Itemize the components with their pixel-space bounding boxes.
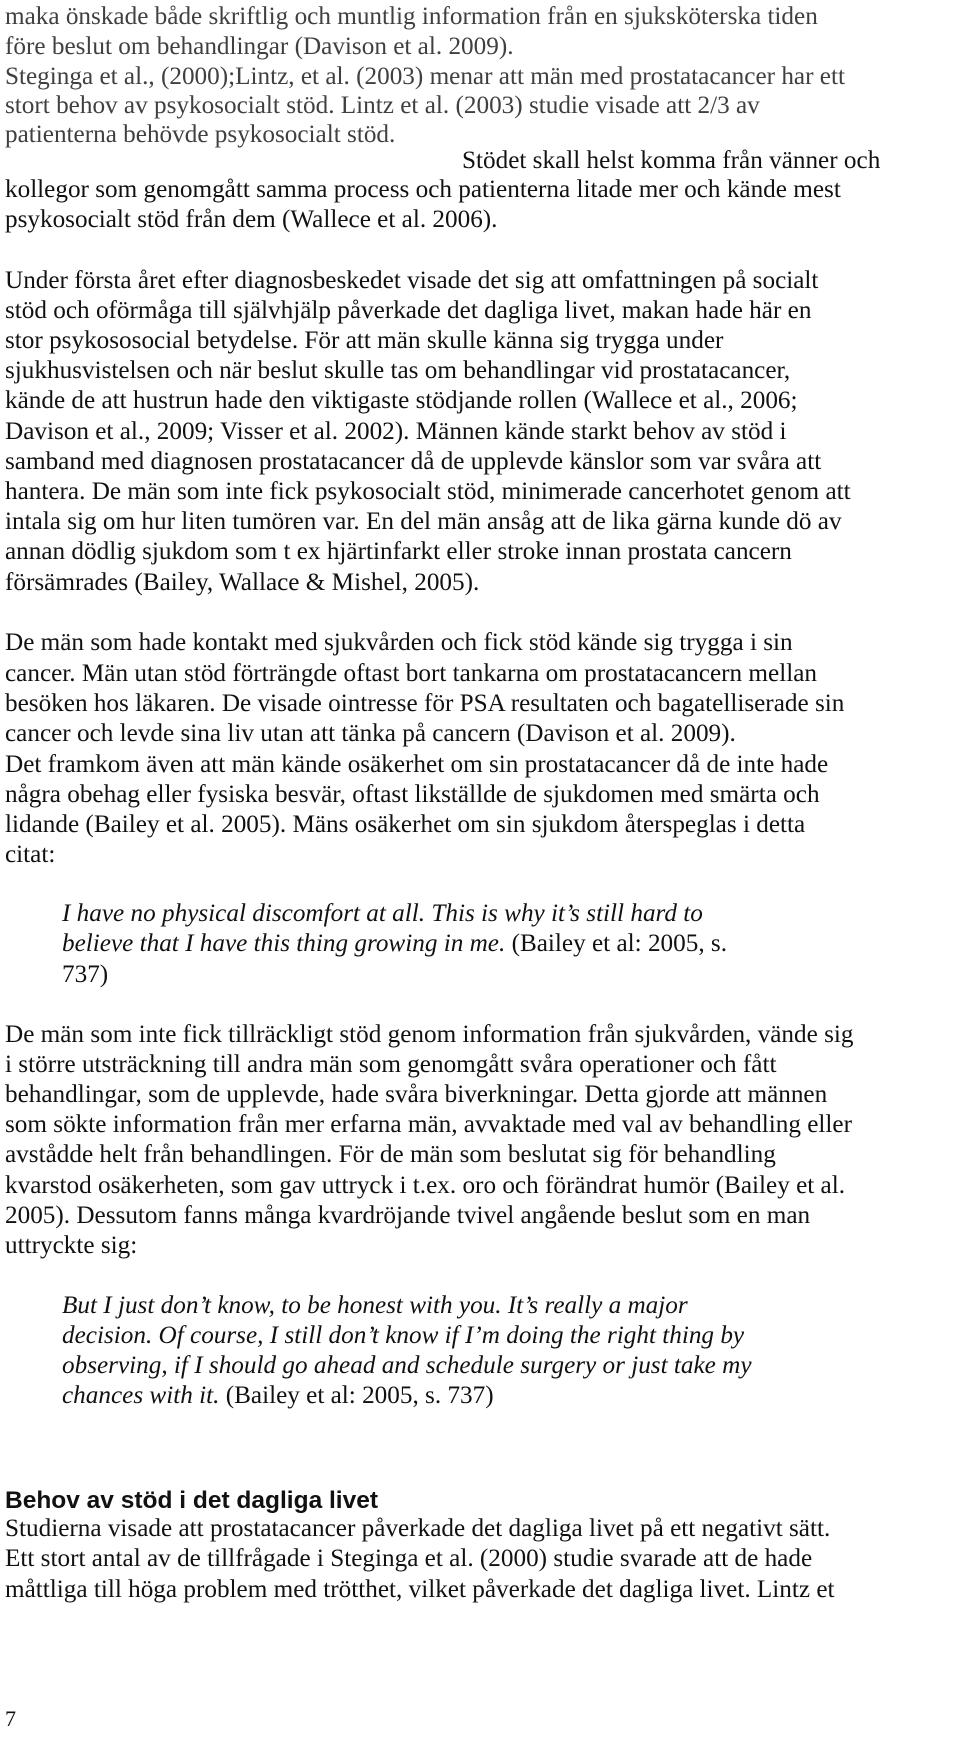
text-line: psykosocialt stöd från dem (Wallece et al. 2006). [5, 206, 498, 233]
text-line: De män som inte fick tillräckligt stöd genom information från sjukvården, vände sig [5, 1021, 854, 1048]
text-line: De män som hade kontakt med sjukvården och fick stöd kände sig trygga i sin [5, 629, 793, 656]
quote-text: believe that I have this thing growing in me. [62, 930, 506, 957]
text-line: behandlingar, som de upplevde, hade svåra biverkningar. Detta gjorde att männen [5, 1081, 828, 1108]
text-line: uttryckte sig: [5, 1232, 138, 1259]
text-line: som sökte information från mer erfarna män, avvaktade med val av behandling eller [5, 1111, 852, 1138]
text-line: citat: [5, 841, 56, 868]
text-line: Davison et al., 2009; Visser et al. 2002). Männen kände starkt behov av stöd i [5, 418, 787, 445]
text-line: avstådde helt från behandlingen. För de män som beslutat sig för behandling [5, 1141, 776, 1168]
text-line: några obehag eller fysiska besvär, oftast likställde de sjukdomen med smärta och [5, 781, 820, 808]
text-line: Stödet skall helst komma från vänner och [462, 147, 881, 174]
quote-line: decision. Of course, I still don’t know if I’m doing the right thing by [62, 1322, 745, 1349]
text-line: Steginga et al., (2000);Lintz, et al. (2003) menar att män med prostatacancer har ett [5, 63, 845, 90]
text-line: hantera. De män som inte fick psykosocialt stöd, minimerade cancerhotet genom att [5, 478, 851, 505]
text-line: cancer och levde sina liv utan att tänka på cancern (Davison et al. 2009). [5, 720, 736, 747]
quote-line: observing, if I should go ahead and schedule surgery or just take my [62, 1352, 752, 1379]
quote-line: 737) [62, 961, 109, 988]
text-line: stöd och oförmåga till självhjälp påverkade det dagliga livet, makan hade här en [5, 297, 812, 324]
quote-citation: (Bailey et al: 2005, s. 737) [219, 1382, 494, 1409]
section-heading: Behov av stöd i det dagliga livet [5, 1487, 379, 1514]
quote-line: But I just don’t know, to be honest with you. It’s really a major [62, 1292, 688, 1319]
text-line: Under första året efter diagnosbeskedet visade det sig att omfattningen på socialt [5, 267, 819, 294]
text-line: annan dödlig sjukdom som t ex hjärtinfarkt eller stroke innan prostata cancern [5, 538, 792, 565]
text-line: maka önskade både skriftlig och muntlig information från en sjuksköterska tiden [5, 3, 818, 30]
text-line: Ett stort antal av de tillfrågade i Steginga et al. (2000) studie svarade att de hade [5, 1545, 813, 1572]
text-line: patienterna behövde psykosocialt stöd. [5, 121, 396, 148]
text-line: Det framkom även att män kände osäkerhet om sin prostatacancer då de inte hade [5, 751, 829, 778]
text-line: stort behov av psykosocialt stöd. Lintz et al. (2003) studie visade att 2/3 av [5, 92, 760, 119]
text-line: sjukhusvistelsen och när beslut skulle tas om behandlingar vid prostatacancer, [5, 357, 791, 384]
text-line: före beslut om behandlingar (Davison et al. 2009). [5, 33, 514, 60]
text-line: måttliga till höga problem med trötthet, vilket påverkade det dagliga livet. Lintz et [5, 1576, 835, 1603]
text-line: Studierna visade att prostatacancer påverkade det dagliga livet på ett negativt sätt. [5, 1515, 831, 1542]
quote-line: I have no physical discomfort at all. This is why it’s still hard to [62, 900, 703, 927]
text-line: cancer. Män utan stöd förträngde oftast bort tankarna om prostatacancern mellan [5, 660, 817, 687]
text-line: kände de att hustrun hade den viktigaste stödjande rollen (Wallece et al., 2006; [5, 387, 798, 414]
quote-line [62, 1381, 494, 1411]
page-number: 7 [5, 1706, 16, 1731]
text-line: stor psykososocial betydelse. För att män skulle känna sig trygga under [5, 327, 724, 354]
text-line: samband med diagnosen prostatacancer då de upplevde känslor som var svåra att [5, 448, 822, 475]
text-line: besöken hos läkaren. De visade ointresse för PSA resultaten och bagatelliserade sin [5, 690, 845, 717]
quote-text: chances with it. [62, 1382, 220, 1409]
text-line: lidande (Bailey et al. 2005). Mäns osäkerhet om sin sjukdom återspeglas i detta [5, 811, 806, 838]
quote-citation: (Bailey et al: 2005, s. [505, 930, 728, 957]
text-line: försämrades (Bailey, Wallace & Mishel, 2005). [5, 569, 480, 596]
text-line: i större utsträckning till andra män som genomgått svåra operationer och fått [5, 1051, 777, 1078]
text-line: kvarstod osäkerheten, som gav uttryck i t.ex. oro och förändrat humör (Bailey et al. [5, 1172, 846, 1199]
text-line: kollegor som genomgått samma process och patienterna litade mer och kände mest [5, 176, 841, 203]
text-line: intala sig om hur liten tumören var. En del män ansåg att de lika gärna kunde dö av [5, 508, 842, 535]
text-line: 2005). Dessutom fanns många kvardröjande tvivel angående beslut som en man [5, 1202, 811, 1229]
quote-line [62, 929, 727, 959]
